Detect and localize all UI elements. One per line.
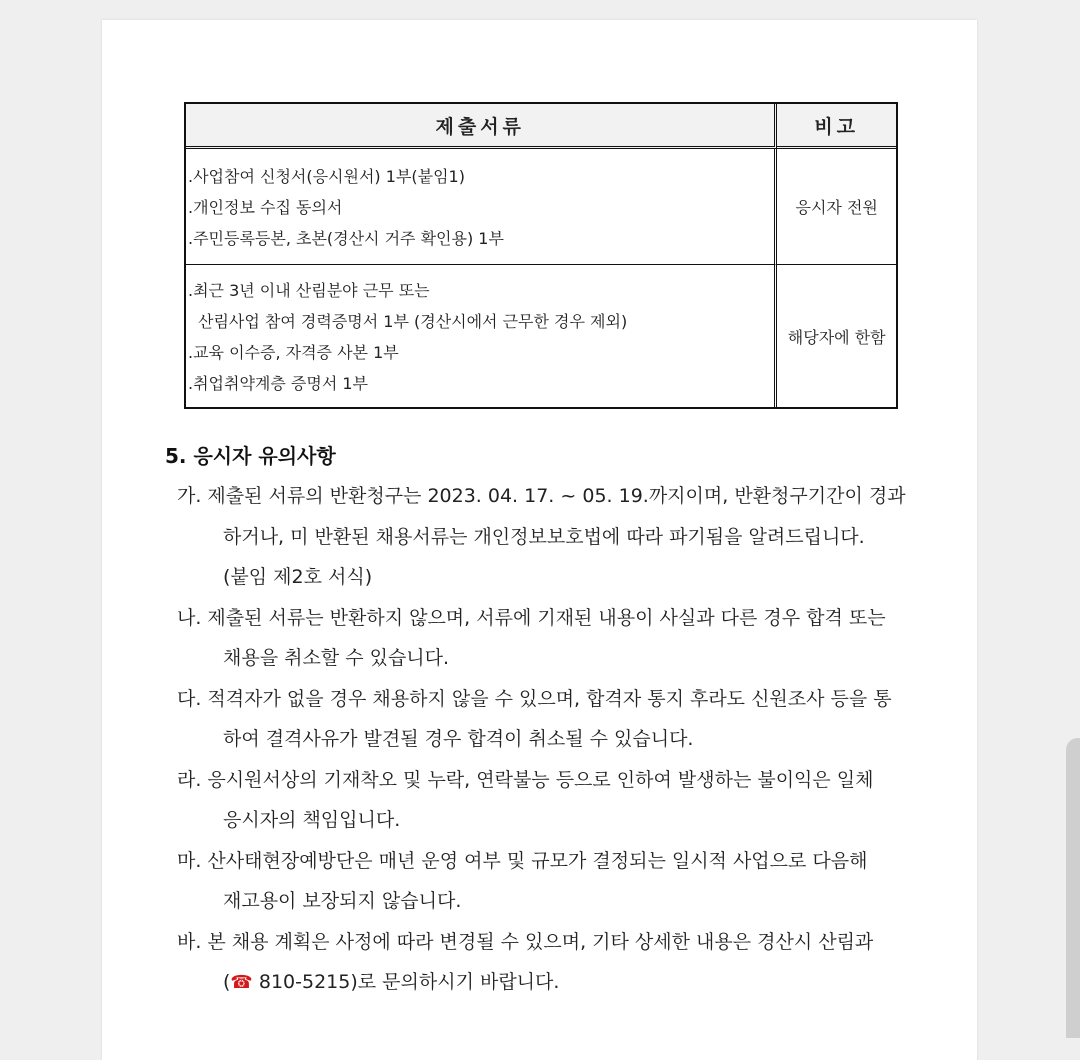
notice-text: 가. 제출된 서류의 반환청구는 2023. 04. 17. ~ 05. 19.까지이며, 반환청구기간이 경과 [177,485,906,507]
notice-item [177,476,917,598]
document-item: .사업참여 신청서(응시원서) 1부(붙임1) [188,167,465,186]
document-item: .최근 3년 이내 산림분야 근무 또는 [188,281,430,300]
documents-cell [186,265,777,407]
header-documents: 제출서류 [186,104,777,149]
notice-text: 다. 적격자가 없을 경우 채용하지 않을 수 있으며, 합격자 통지 후라도 신원조사 등을 통 [177,687,892,710]
notice-text: 재고용이 보장되지 않습니다. [223,890,462,912]
notice-item [177,760,917,841]
notice-text: 응시자의 책임입니다. [223,809,401,831]
notice-contact-line [177,962,917,1004]
document-item: .주민등록등본, 초본(경산시 거주 확인용) 1부 [188,229,504,248]
section-title: 5. 응시자 유의사항 [165,444,336,468]
remarks-cell: 해당자에 한함 [787,327,886,347]
scroll-handle[interactable] [1066,738,1080,1038]
document-item: 산림사업 참여 경력증명서 1부 (경산시에서 근무한 경우 제외) [198,312,628,331]
notice-text: 라. 응시원서상의 기재착오 및 누락, 연락불능 등으로 인하여 발생하는 불이익은 일체 [177,768,874,791]
notice-text: 나. 제출된 서류는 반환하지 않으며, 서류에 기재된 내용이 사실과 다른 경우 합격 또는 [177,606,886,629]
notice-item [177,679,917,760]
table-header-row [186,104,896,149]
document-item: .개인정보 수집 동의서 [188,198,343,217]
document-item: .취업취약계층 증명서 1부 [188,374,368,393]
notice-text: 하거나, 미 반환된 채용서류는 개인정보보호법에 따라 파기됨을 알려드립니다. [223,525,865,548]
table-row [186,265,896,407]
required-documents-table [184,102,898,409]
notice-item [177,841,917,922]
header-remarks: 비고 [777,104,896,149]
notice-text: 바. 본 채용 계획은 사정에 따라 변경될 수 있으며, 기타 상세한 내용은 경산시 산림과 [177,930,874,953]
notice-item [177,598,917,679]
notice-list [177,476,917,1004]
document-page [102,20,977,1060]
notice-item [177,922,917,1004]
telephone-icon: ☎ [230,972,253,993]
notice-text: 하여 결격사유가 발견될 경우 합격이 취소될 수 있습니다. [223,728,694,750]
document-item: .교육 이수증, 자격증 사본 1부 [188,343,399,362]
documents-cell [186,149,777,265]
notice-text: (붙임 제2호 서식) [223,566,373,588]
remarks-cell: 응시자 전원 [777,149,896,265]
notice-text: 채용을 취소할 수 있습니다. [223,647,450,669]
notice-text: 마. 산사태현장예방단은 매년 운영 여부 및 규모가 결정되는 일시적 사업으로 다음해 [177,849,868,872]
contact-open-paren: ( [223,971,231,993]
contact-text: 810-5215)로 문의하시기 바랍니다. [252,971,560,993]
table-row [186,149,896,265]
